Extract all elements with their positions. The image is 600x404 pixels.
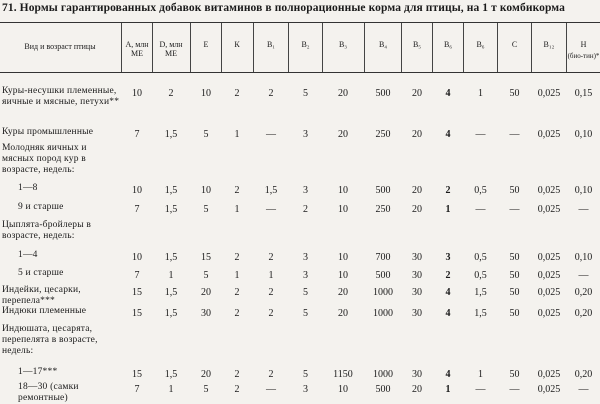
table-cell: 2 — [234, 252, 240, 263]
table-cell: 5 — [203, 270, 209, 281]
table-cell: — — [509, 204, 520, 215]
table-cell: 2 — [234, 88, 240, 99]
table-cell: 5 — [203, 384, 209, 395]
header-divider — [322, 23, 323, 72]
table-cell: 1,5 — [164, 185, 178, 196]
table-cell: 20 — [412, 129, 422, 140]
table-cell: 250 — [375, 129, 391, 140]
row-label: 1—17*** — [18, 367, 58, 377]
header-col-8: В₄ — [378, 40, 388, 49]
table-cell: 20 — [412, 384, 422, 395]
table-cell: 15 — [201, 252, 211, 263]
table-cell: 0,15 — [574, 88, 593, 99]
table-cell: 2 — [234, 384, 240, 395]
table-cell: 1 — [168, 384, 174, 395]
table-cell: 1,5 — [264, 185, 278, 196]
header-divider — [432, 23, 433, 72]
header-col-14: Н — [580, 40, 587, 49]
table-cell: 2 — [268, 88, 274, 99]
header-divider — [221, 23, 222, 72]
table-cell: 7 — [134, 384, 140, 395]
table-cell: — — [475, 384, 486, 395]
table-cell: 0,025 — [537, 252, 561, 263]
header-col-2: D, млн МЕ — [159, 40, 183, 58]
table-cell: 700 — [375, 252, 391, 263]
table-cell: 0,025 — [537, 270, 561, 281]
table-cell: 15 — [132, 369, 142, 380]
header-divider — [364, 23, 365, 72]
header-col-11: В₆ — [476, 40, 485, 49]
table-cell: 2 — [234, 287, 240, 298]
table-cell: 0,5 — [474, 252, 487, 263]
table-cell: 0,025 — [537, 185, 561, 196]
header-divider — [497, 23, 498, 72]
table-cell: 500 — [375, 270, 391, 281]
table-cell: 4 — [445, 308, 451, 319]
table-cell: 30 — [201, 308, 211, 319]
table-cell: 0,025 — [537, 204, 561, 215]
row-label: 1—4 — [18, 250, 38, 260]
table-cell: 20 — [338, 129, 348, 140]
table-cell: 10 — [201, 185, 211, 196]
table-cell: 10 — [201, 88, 211, 99]
table-cell: 1 — [234, 129, 240, 140]
table-cell: 2 — [168, 88, 174, 99]
table-cell: 4 — [445, 287, 451, 298]
table-cell: — — [578, 384, 589, 395]
table-cell: 3 — [303, 252, 308, 263]
row-label: 9 и старше — [18, 202, 64, 212]
table-cell: 30 — [412, 287, 422, 298]
table-cell: 1 — [234, 270, 240, 281]
table-cell: 1 — [168, 270, 174, 281]
table-cell: 30 — [412, 369, 422, 380]
table-cell: 10 — [132, 88, 142, 99]
title-rule — [0, 22, 600, 23]
table-cell: 0,20 — [574, 287, 593, 298]
table-cell: 1,5 — [164, 252, 178, 263]
table-cell: 1,5 — [474, 287, 487, 298]
table-cell: 0,20 — [574, 308, 593, 319]
table-cell: — — [509, 384, 520, 395]
table-cell: 500 — [375, 185, 391, 196]
table-cell: 20 — [338, 88, 348, 99]
table-cell: 10 — [132, 252, 142, 263]
header-col-13: В₁₂ — [543, 40, 555, 49]
table-cell: 10 — [132, 185, 142, 196]
table-cell: 0,025 — [537, 287, 561, 298]
header-species: Вид и возраст птицы — [24, 42, 96, 51]
header-divider — [463, 23, 464, 72]
table-cell: 20 — [412, 88, 422, 99]
header-col-14-sub: (био-тин)* — [567, 52, 600, 60]
table-cell: 7 — [134, 204, 140, 215]
table-cell: 0,025 — [537, 369, 561, 380]
table-cell: 2 — [445, 185, 451, 196]
table-cell: 50 — [509, 270, 520, 281]
table-cell: 50 — [509, 287, 520, 298]
header-divider — [152, 23, 153, 72]
table-cell: 3 — [303, 384, 308, 395]
table-cell: 30 — [412, 270, 422, 281]
table-cell: 5 — [303, 88, 308, 99]
table-cell: 1,5 — [474, 308, 487, 319]
header-rule — [0, 72, 600, 73]
table-cell: 0,5 — [474, 270, 487, 281]
row-label: Куры промышленные — [2, 127, 94, 137]
table-cell: 5 — [203, 129, 209, 140]
table-cell: 10 — [338, 185, 348, 196]
table-cell: 1 — [234, 204, 240, 215]
header-divider — [190, 23, 191, 72]
table-cell: 7 — [134, 270, 140, 281]
table-cell: 2 — [268, 287, 274, 298]
table-cell: — — [578, 204, 589, 215]
table-cell: 20 — [201, 287, 211, 298]
table-cell: 0,20 — [574, 369, 593, 380]
table-cell: 50 — [509, 369, 520, 380]
table-cell: 2 — [268, 252, 274, 263]
header-col-9: В₅ — [412, 40, 422, 49]
table-cell: 20 — [412, 204, 422, 215]
header-divider — [401, 23, 402, 72]
table-cell: 3 — [303, 270, 308, 281]
table-cell: 2 — [234, 369, 240, 380]
table-cell: 20 — [412, 185, 422, 196]
table-cell: 0,025 — [537, 88, 561, 99]
table-cell: 3 — [303, 185, 308, 196]
table-cell: 3 — [445, 252, 451, 263]
table-cell: 1 — [268, 270, 274, 281]
table-cell: 1,5 — [164, 129, 178, 140]
table-cell: 15 — [132, 308, 142, 319]
table-cell: 1 — [445, 384, 451, 395]
table-cell: 1000 — [373, 369, 393, 380]
table-cell: 3 — [303, 129, 308, 140]
table-cell: 5 — [303, 287, 308, 298]
table-cell: — — [578, 270, 589, 281]
table-cell: 10 — [338, 384, 348, 395]
table-cell: 20 — [338, 287, 348, 298]
table-cell: 1000 — [373, 308, 393, 319]
table-cell: 4 — [445, 88, 451, 99]
table-cell: 1 — [478, 369, 483, 380]
table-cell: 4 — [445, 369, 451, 380]
header-col-7: В₃ — [338, 40, 348, 49]
header-divider — [288, 23, 289, 72]
table-cell: — — [266, 204, 276, 215]
row-label: Индюшата, цесарята, перепелята в возрасте, недель: — [2, 324, 98, 356]
table-cell: 0,10 — [574, 252, 593, 263]
row-label: Индейки, цесарки, перепела*** — [2, 285, 81, 306]
table-cell: 10 — [338, 270, 348, 281]
table-cell: 1000 — [373, 287, 393, 298]
header-divider — [531, 23, 532, 72]
table-cell: 20 — [338, 308, 348, 319]
table-cell: 4 — [445, 129, 451, 140]
table-cell: 50 — [509, 252, 520, 263]
header-col-10: В₆ — [443, 40, 453, 49]
table-cell: 20 — [201, 369, 211, 380]
table-cell: 1,5 — [164, 369, 178, 380]
table-cell: 50 — [509, 308, 520, 319]
table-cell: 1150 — [333, 369, 353, 380]
table-cell: — — [509, 129, 520, 140]
row-label: Индюки племенные — [2, 306, 87, 316]
table-cell: 1,5 — [164, 287, 178, 298]
table-cell: 10 — [338, 204, 348, 215]
header-col-5: В₁ — [266, 40, 276, 49]
table-cell: — — [475, 129, 486, 140]
table-cell: — — [266, 384, 276, 395]
table-title: 71. Нормы гарантированных добавок витаминов в полнорационные корма для птицы, на 1 т комбикорма — [2, 2, 566, 14]
table-cell: — — [475, 204, 486, 215]
header-divider — [121, 23, 122, 72]
table-cell: 0,10 — [574, 129, 593, 140]
table-cell: 500 — [375, 88, 391, 99]
table-cell: 50 — [509, 185, 520, 196]
table-cell: 10 — [338, 252, 348, 263]
table-cell: 2 — [303, 204, 308, 215]
table-cell: 0,5 — [474, 185, 487, 196]
header-col-12: С — [511, 40, 518, 49]
header-divider — [253, 23, 254, 72]
table-cell: 0,10 — [574, 185, 593, 196]
table-cell: 0,025 — [537, 384, 561, 395]
table-cell: 1 — [478, 88, 483, 99]
table-cell: 2 — [268, 308, 274, 319]
table-cell: 30 — [412, 308, 422, 319]
table-cell: 0,025 — [537, 308, 561, 319]
table-cell: 1,5 — [164, 308, 178, 319]
row-label: Цыплята-бройлеры в возрасте, недель: — [2, 220, 92, 241]
table-cell: 500 — [375, 384, 391, 395]
table-cell: 5 — [303, 369, 308, 380]
table-cell: 30 — [412, 252, 422, 263]
header-col-1: А, млн МЕ — [125, 40, 149, 58]
table-cell: 5 — [303, 308, 308, 319]
table-cell: 5 — [203, 204, 209, 215]
table-cell: 7 — [134, 129, 140, 140]
header-col-6: В₂ — [301, 40, 310, 49]
header-col-3: Е — [203, 40, 209, 49]
table-cell: 0,025 — [537, 129, 561, 140]
table-cell: — — [266, 129, 276, 140]
row-label: 1—8 — [18, 183, 38, 193]
table-cell: 50 — [509, 88, 520, 99]
table-cell: 2 — [445, 270, 451, 281]
table-cell: 250 — [375, 204, 391, 215]
table-cell: 1 — [445, 204, 451, 215]
table-cell: 2 — [268, 369, 274, 380]
row-label: Молодняк яичных и мясных пород кур в возрасте, недель: — [2, 143, 87, 175]
row-label: Куры-несушки племенные, яичные и мясные, петухи** — [2, 86, 120, 107]
table-cell: 1,5 — [164, 204, 178, 215]
table-cell: 2 — [234, 185, 240, 196]
header-divider — [566, 23, 567, 72]
header-col-4: К — [234, 40, 240, 49]
table-cell: 2 — [234, 308, 240, 319]
row-label: 5 и старше — [18, 268, 64, 278]
table-cell: 15 — [132, 287, 142, 298]
row-label: 18—30 (самки ремонтные) — [18, 382, 79, 403]
